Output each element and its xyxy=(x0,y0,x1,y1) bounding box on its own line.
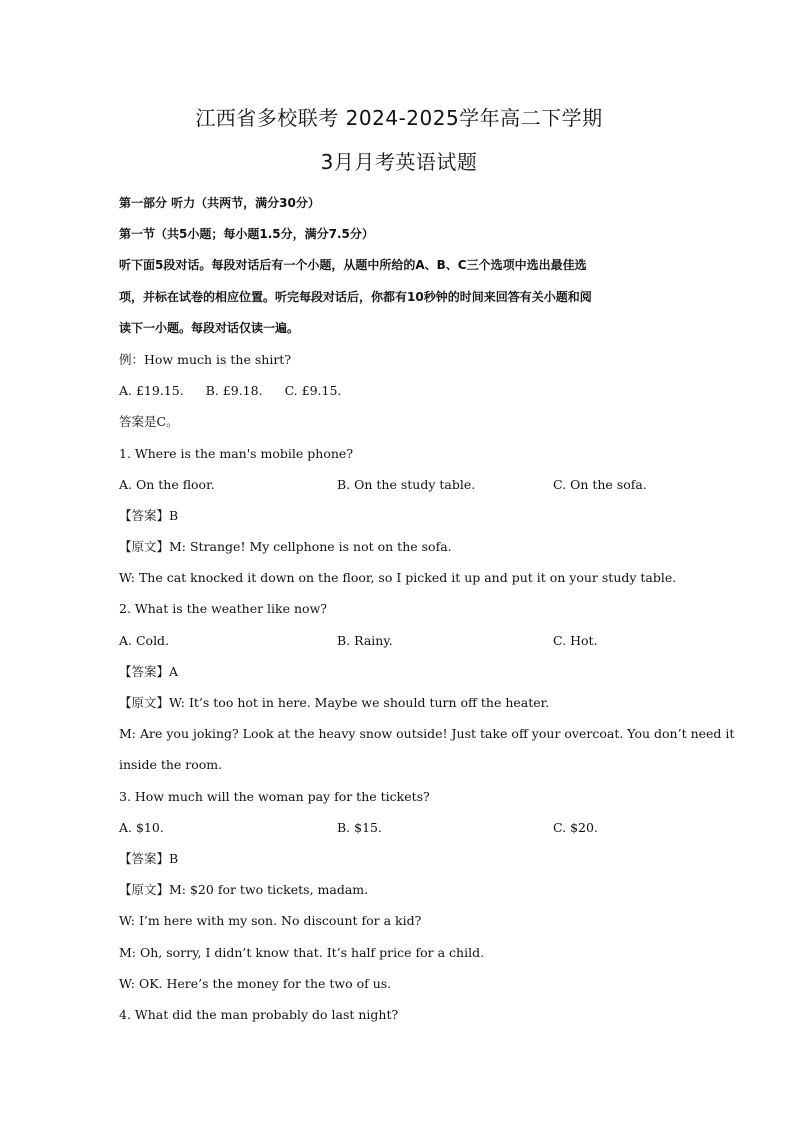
question-3-option-b: B. $15. xyxy=(337,819,382,835)
question-3-options xyxy=(119,812,679,843)
instructions-line-3: 读下一小题。每段对话仅读一遍。 xyxy=(119,320,300,335)
question-1-stem: 1. Where is the man's mobile phone? xyxy=(119,445,354,461)
question-3-option-a: A. $10. xyxy=(119,819,164,835)
question-1-option-b: B. On the study table. xyxy=(337,476,476,492)
example-options xyxy=(119,375,679,406)
example-option-a: A. £19.15. xyxy=(119,383,184,399)
question-2-stem: 2. What is the weather like now? xyxy=(119,601,327,617)
example-option-c: C. £9.15. xyxy=(284,383,342,399)
question-2-options xyxy=(119,625,679,656)
question-3-option-c: C. $20. xyxy=(553,819,598,835)
question-1-answer: 【答案】B xyxy=(119,507,179,523)
instructions-line-1: 听下面5段对话。每段对话后有一个小题，从题中所给的A、B、C三个选项中选出最佳选 xyxy=(119,258,587,273)
question-1-transcript-2: W: The cat knocked it down on the floor, so I picked it up and put it on your study table. xyxy=(119,570,677,586)
question-1-option-a: A. On the floor. xyxy=(119,476,215,492)
question-3-answer: 【答案】B xyxy=(119,850,179,866)
question-2-answer: 【答案】A xyxy=(119,663,179,679)
question-2-transcript-3: inside the room. xyxy=(119,757,223,773)
document-title-line1: 江西省多校联考 2024-2025学年高二下学期 xyxy=(195,106,603,130)
question-2-transcript-2: M: Are you joking? Look at the heavy snow outside! Just take off your overcoat. You don’t need it xyxy=(119,726,735,742)
question-2-option-c: C. Hot. xyxy=(553,632,598,648)
example-option-b: B. £9.18. xyxy=(205,383,263,399)
document-page xyxy=(119,100,735,1030)
question-1-option-c: C. On the sofa. xyxy=(553,476,647,492)
question-3-transcript-2: W: I’m here with my son. No discount for a kid? xyxy=(119,913,422,929)
section-heading: 第一节（共5小题；每小题1.5分，满分7.5分） xyxy=(119,227,374,242)
question-3-transcript-1: 【原文】M: $20 for two tickets, madam. xyxy=(119,882,369,898)
question-2-option-a: A. Cold. xyxy=(119,632,170,648)
question-1-transcript-1: 【原文】M: Strange! My cellphone is not on the sofa. xyxy=(119,539,452,555)
question-3-transcript-4: W: OK. Here’s the money for the two of us. xyxy=(119,975,392,991)
question-2-option-b: B. Rainy. xyxy=(337,632,393,648)
question-3-stem: 3. How much will the woman pay for the tickets? xyxy=(119,788,430,804)
example-answer: 答案是C。 xyxy=(119,414,179,430)
question-1-options xyxy=(119,469,679,500)
instructions-line-2: 项，并标在试卷的相应位置。听完每段对话后，你都有10秒钟的时间来回答有关小题和阅 xyxy=(119,289,592,304)
example-question: 例：How much is the shirt? xyxy=(119,351,292,367)
question-3-transcript-3: M: Oh, sorry, I didn’t know that. It’s half price for a child. xyxy=(119,944,485,960)
part-heading: 第一部分 听力（共两节，满分30分） xyxy=(119,196,320,210)
question-2-transcript-1: 【原文】W: It’s too hot in here. Maybe we should turn off the heater. xyxy=(119,695,550,710)
document-title-line2: 3月月考英语试题 xyxy=(320,150,478,174)
question-4-stem: 4. What did the man probably do last night? xyxy=(119,1006,399,1022)
